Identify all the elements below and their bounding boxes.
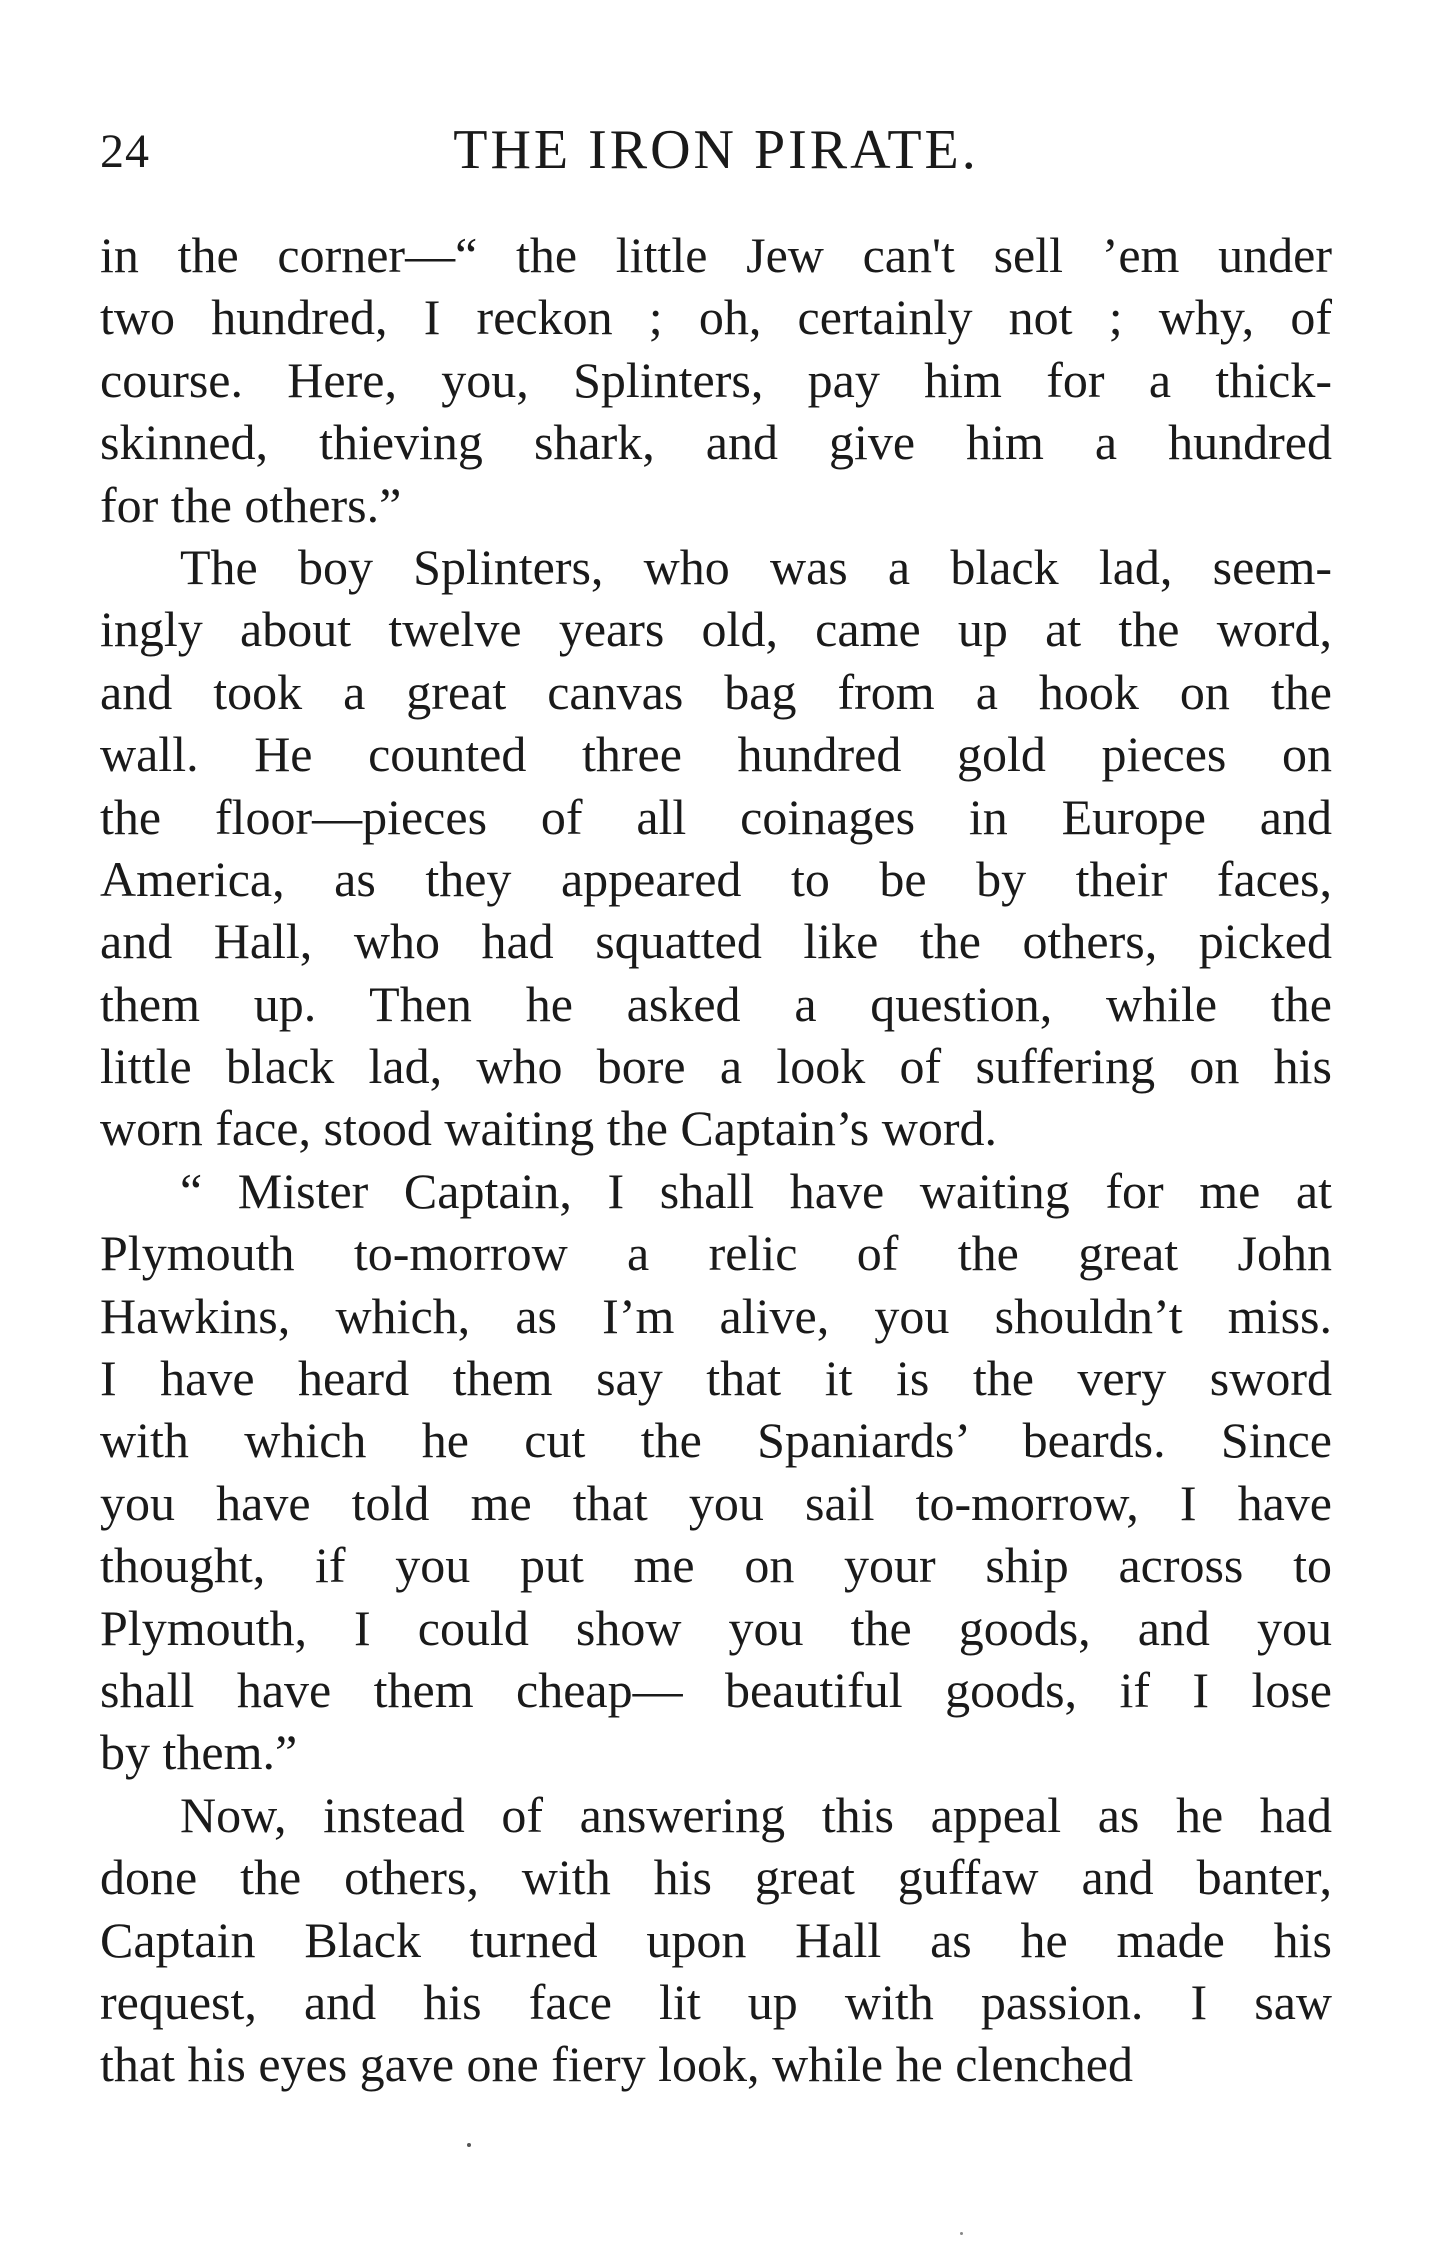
text-line: and Hall, who had squatted like the others, picked — [100, 913, 1332, 970]
paragraph — [100, 1784, 1332, 2096]
text-line: with which he cut the Spaniards’ beards. Since — [100, 1412, 1332, 1469]
text-line: Plymouth, I could show you the goods, and you — [100, 1599, 1332, 1656]
text-line: little black lad, who bore a look of suffering on his — [100, 1038, 1332, 1095]
paragraph — [100, 224, 1332, 536]
text-line: and took a great canvas bag from a hook on the — [100, 663, 1332, 720]
text-line: the floor—pieces of all coinages in Europe and — [100, 788, 1332, 845]
text-line: Now, instead of answering this appeal as he had — [180, 1786, 1332, 1843]
text-line: Hawkins, which, as I’m alive, you shouldn’t miss. — [100, 1287, 1332, 1344]
text-line: shall have them cheap— beautiful goods, if I lose — [100, 1661, 1332, 1718]
text-line: ingly about twelve years old, came up at the word, — [100, 601, 1332, 658]
text-line: two hundred, I reckon ; oh, certainly not ; why, of — [100, 289, 1332, 346]
text-line: you have told me that you sail to-morrow, I have — [100, 1474, 1332, 1531]
page-header — [100, 118, 1332, 188]
print-speck — [467, 2143, 471, 2147]
text-line: America, as they appeared to be by their faces, — [100, 850, 1332, 907]
text-line: for the others.” — [100, 476, 402, 533]
running-title: THE IRON PIRATE. — [453, 119, 979, 181]
text-line: thought, if you put me on your ship across to — [100, 1537, 1332, 1594]
text-line: request, and his face lit up with passion. I saw — [100, 1973, 1332, 2030]
text-line: by them.” — [100, 1724, 298, 1781]
paragraph — [100, 1160, 1332, 1784]
text-line: them up. Then he asked a question, while the — [100, 975, 1332, 1032]
text-line: skinned, thieving shark, and give him a hundred — [100, 414, 1332, 471]
text-line: that his eyes gave one fiery look, while he clenched — [100, 2036, 1133, 2093]
page-number: 24 — [100, 125, 150, 178]
text-line: wall. He counted three hundred gold pieces on — [100, 726, 1332, 783]
body-text — [100, 224, 1332, 2096]
paragraph — [100, 536, 1332, 1160]
text-line: done the others, with his great guffaw and banter, — [100, 1849, 1332, 1906]
text-line: “ Mister Captain, I shall have waiting for me at — [180, 1162, 1332, 1219]
text-line: I have heard them say that it is the very sword — [100, 1350, 1332, 1407]
text-line: course. Here, you, Splinters, pay him for a thick- — [100, 351, 1332, 408]
text-line: in the corner—“ the little Jew can't sell ’em under — [100, 227, 1332, 283]
print-speck — [960, 2232, 963, 2235]
text-line: Plymouth to-morrow a relic of the great John — [100, 1225, 1332, 1282]
text-line: The boy Splinters, who was a black lad, seem- — [180, 538, 1332, 595]
text-line: Captain Black turned upon Hall as he made his — [100, 1911, 1332, 1968]
text-line: worn face, stood waiting the Captain’s word. — [100, 1100, 998, 1157]
